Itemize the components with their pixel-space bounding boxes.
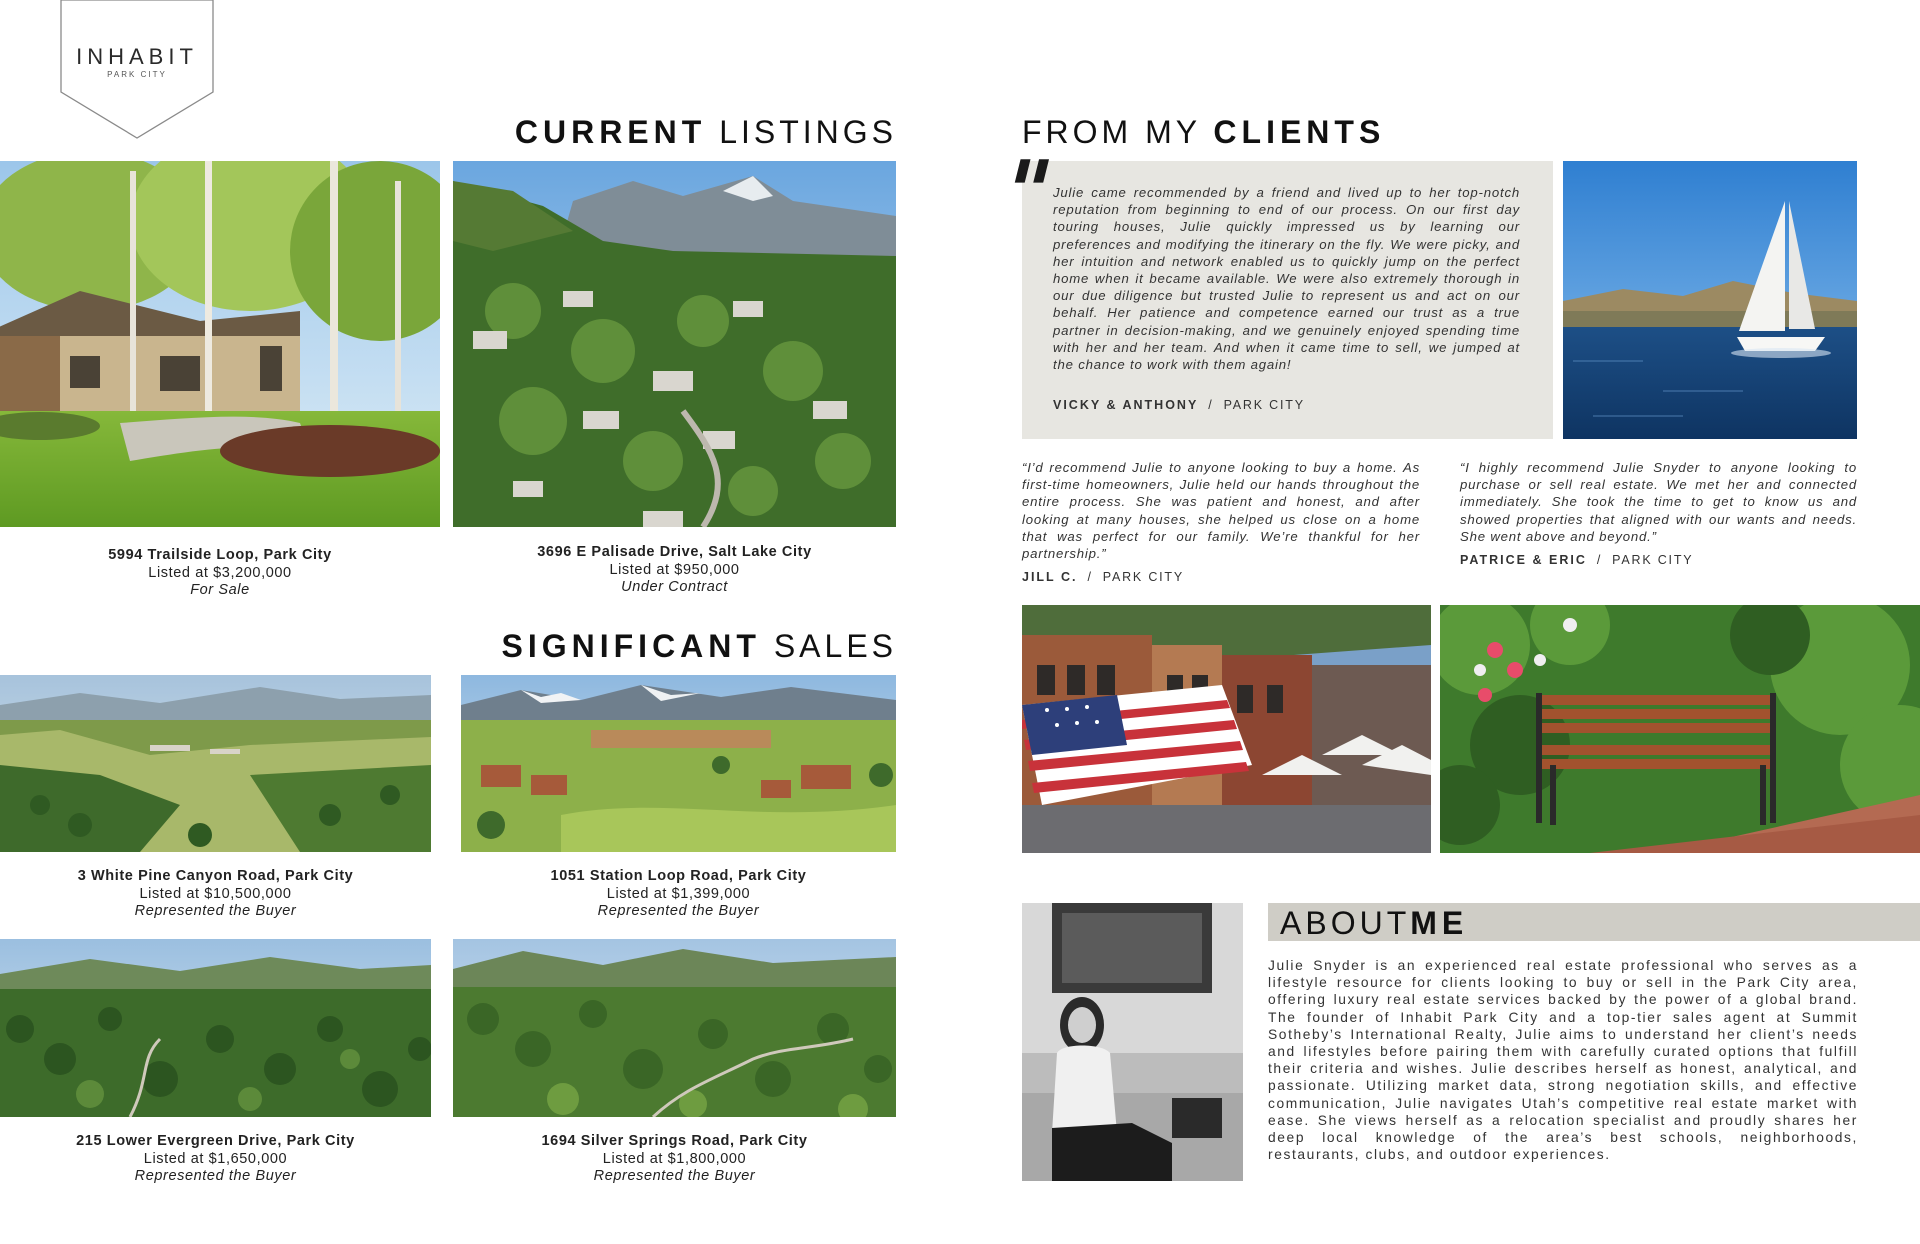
sale-status: Represented the Buyer [134,1168,297,1184]
sale-photo-silver-springs [453,939,896,1117]
logo-subtitle: PARK CITY [107,70,167,79]
listing-caption-1 [0,547,440,600]
sale-caption-4 [453,1133,896,1186]
sale-address: 215 Lower Evergreen Drive, Park City [76,1133,355,1149]
listing-price: Listed at $3,200,000 [148,564,292,581]
current-listings-heading: CURRENT LISTINGS [514,114,897,150]
about-me-heading: ABOUTME [1280,905,1469,941]
sale-photo-lower-evergreen [0,939,431,1117]
sale-price: Listed at $1,800,000 [602,1150,747,1167]
quote-mark-icon: " [991,142,1062,243]
sale-price: Listed at $1,650,000 [143,1150,288,1167]
from-my-clients-heading: FROM MY CLIENTS [1022,114,1386,150]
sale-photo-station-loop [461,675,896,852]
sale-caption-3 [0,1133,431,1186]
agent-portrait-photo [1022,903,1243,1181]
sailboat-photo [1563,161,1857,439]
sale-status: Represented the Buyer [593,1168,756,1184]
listing-caption-2 [453,544,896,597]
sale-address: 1051 Station Loop Road, Park City [550,868,807,884]
park-bench-photo [1440,605,1920,853]
listing-price: Listed at $950,000 [609,561,740,578]
listing-status: For Sale [190,582,250,598]
sale-address: 3 White Pine Canyon Road, Park City [77,868,354,884]
listing-address: 5994 Trailside Loop, Park City [108,547,332,563]
listing-address: 3696 E Palisade Drive, Salt Lake City [537,544,812,560]
sale-status: Represented the Buyer [597,903,760,919]
testimonial-author-2: JILL C. / PARK CITY [1022,570,1184,584]
significant-sales-heading: SIGNIFICANT SALES [501,628,897,664]
sale-caption-2 [461,868,896,921]
listing-photo-palisade-drive [453,161,896,527]
featured-testimonial-author: VICKY & ANTHONY / PARK CITY [1053,398,1305,412]
testimonial-text-3: “I highly recommend Julie Snyder to anyone looking to purchase or sell real estate. We met her and connected immediately. She took the time to get to know us and showed properties that aligned with our wants and needs. She went above and beyond.” [1460,460,1857,544]
sale-address: 1694 Silver Springs Road, Park City [541,1133,808,1149]
sale-caption-1 [0,868,431,921]
main-street-photo [1022,605,1431,853]
sale-status: Represented the Buyer [134,903,297,919]
listing-photo-trailside-loop [0,161,440,527]
listing-status: Under Contract [621,579,728,595]
sale-price: Listed at $10,500,000 [139,885,292,902]
sale-price: Listed at $1,399,000 [606,885,751,902]
sale-photo-white-pine [0,675,431,852]
logo-name: INHABIT [76,44,198,69]
about-me-text: Julie Snyder is an experienced real estate professional who serves as a lifestyle resource for clients looking to buy or sell in the Park City area, offering luxury real estate services backed by the power of a global brand. The founder of Inhabit Park City and a top-tier sales agent at Summit Sotheby’s International Realty, Julie aims to understand her client’s needs and lifestyles before pairing them with carefully curated options that fulfill their criteria and wishes. Julie describes herself as honest, analytical, and passionate. Utilizing market data, strong negotiation skills, and effective communication, Julie navigates Utah’s competitive real estate market with ease. She views herself as a relocation specialist and proudly shares her deep local knowledge of the area’s best schools, neighborhoods, restaurants, clubs, and outdoor experiences. [1268,958,1858,1163]
testimonial-author-3: PATRICE & ERIC / PARK CITY [1460,553,1694,567]
featured-testimonial-text: Julie came recommended by a friend and lived up to her top-notch reputation from beginning to end of our process. On our first day touring houses, Julie quickly impressed us by learning our preferences and modifying the itinerary on the fly. We were picky, and her intuition and network enabled us to quickly jump on the perfect home when it became available. We were also extremely thorough in our due diligence but trusted Julie to represent us and act on our behalf. Her patience and competence earned our trust as a true partner in decision-making, and we genuinely enjoyed spending time with her and her team. And when it came time to sell, we jumped at the chance to work with them again! [1053,185,1520,373]
testimonial-text-2: “I’d recommend Julie to anyone looking to buy a home. As first-time homeowners, Julie held our hands throughout the entire process. She was patient and honest, and after looking at many houses, she helped us close on a home that was perfect for our family. We’re thankful for her partnership.” [1022,460,1420,562]
